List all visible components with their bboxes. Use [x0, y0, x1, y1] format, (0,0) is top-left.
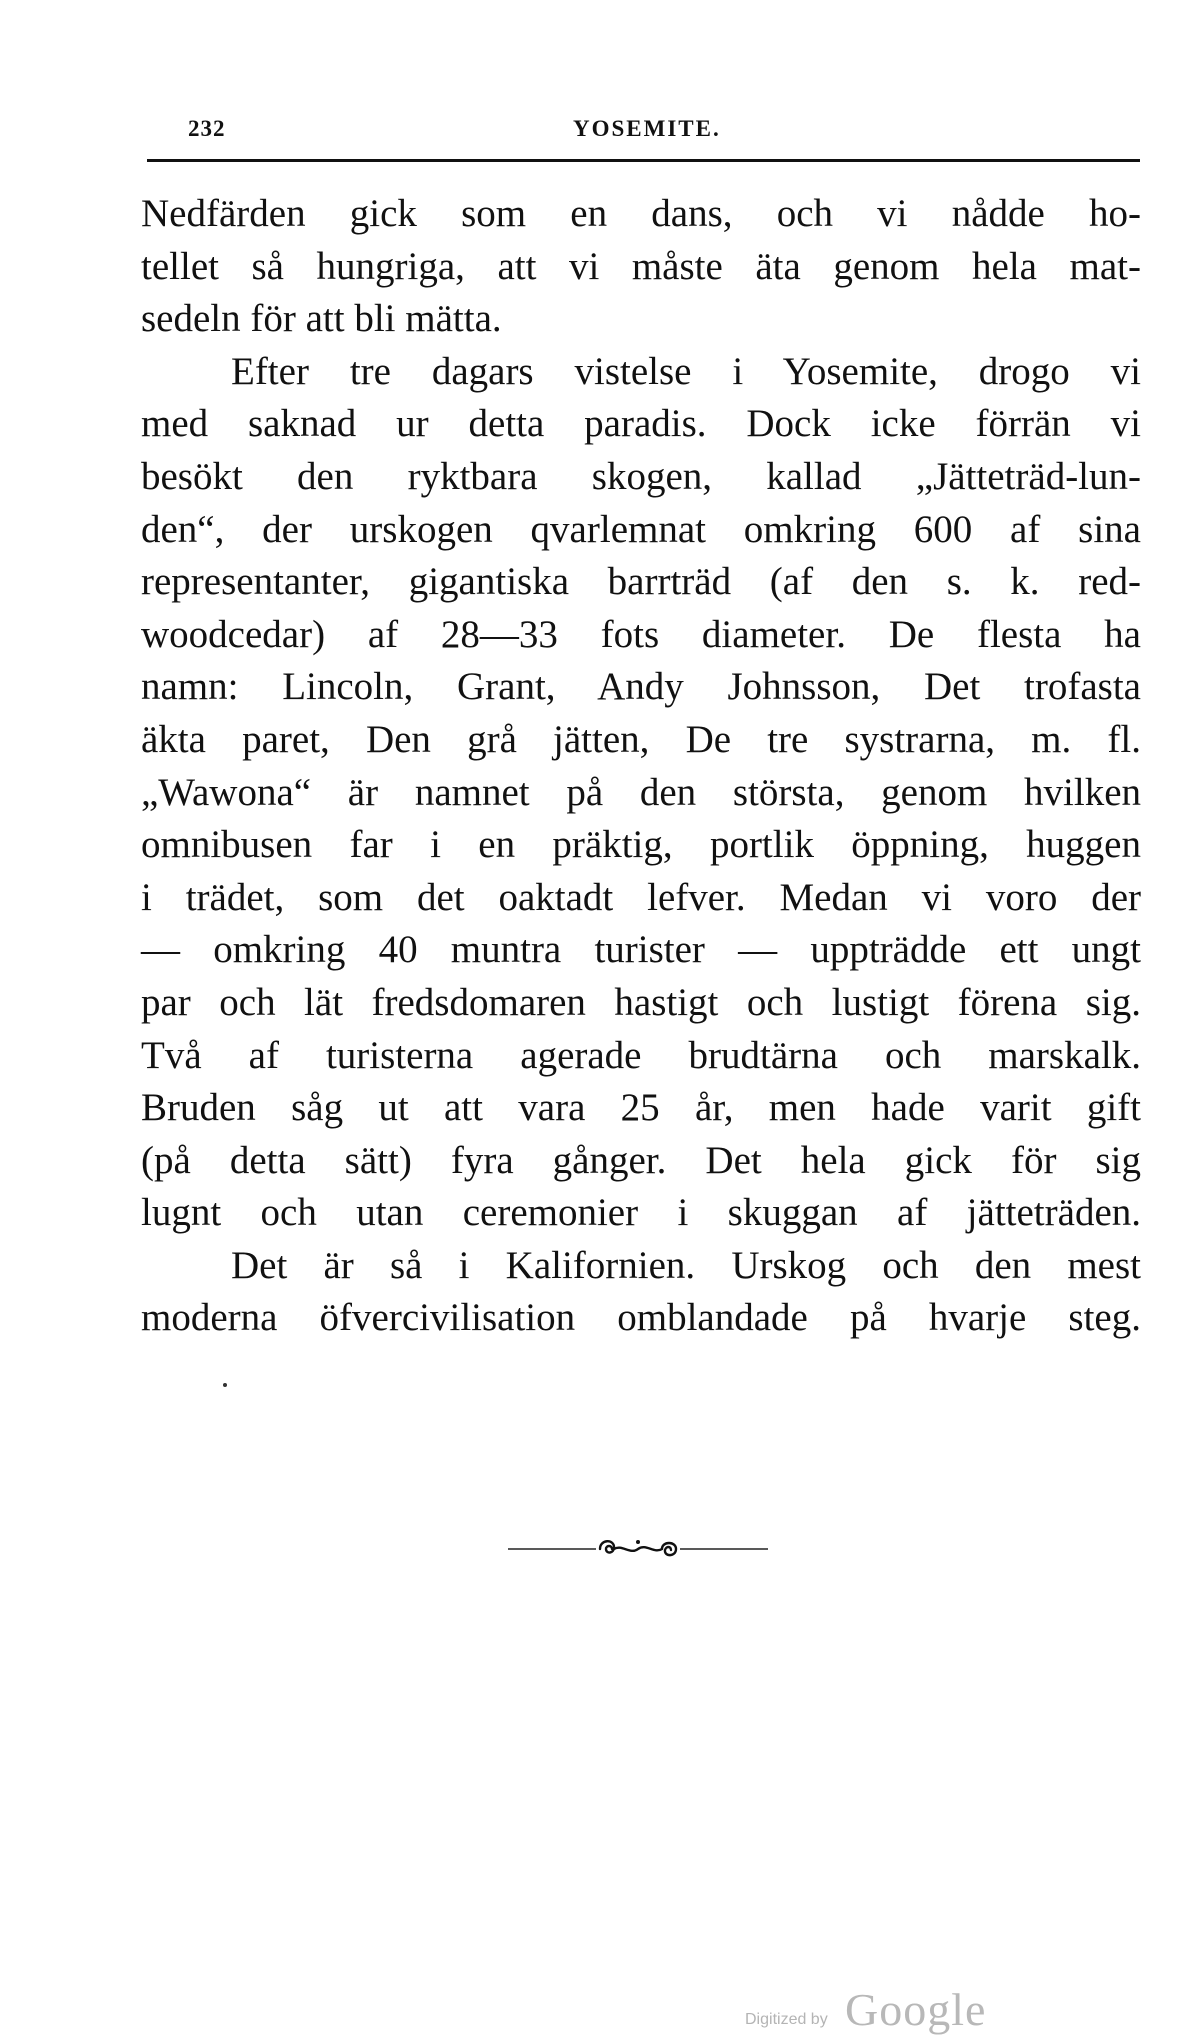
text-line: tellet så hungriga, att vi måste äta genom hela mat-: [141, 244, 1141, 288]
text-line: par och lät fredsdomaren hastigt och lustigt förena sig.: [141, 980, 1141, 1024]
text-line: (på detta sätt) fyra gånger. Det hela gick för sig: [141, 1138, 1141, 1182]
text-line: den“, der urskogen qvarlemnat omkring 600 af sina: [141, 507, 1141, 551]
text-line: äkta paret, Den grå jätten, De tre systrarna, m. fl.: [141, 717, 1141, 761]
text-line: Efter tre dagars vistelse i Yosemite, drogo vi: [231, 349, 1141, 393]
text-line: sedeln för att bli mätta.: [141, 297, 502, 341]
text-line: Två af turisterna agerade brudtärna och marskalk.: [141, 1033, 1141, 1077]
text-line: Bruden såg ut att vara 25 år, men hade varit gift: [141, 1086, 1141, 1130]
text-line: lugnt och utan ceremonier i skuggan af jätteträden.: [141, 1191, 1141, 1235]
text-line: — omkring 40 muntra turister — uppträdde ett ungt: [141, 928, 1141, 972]
stray-dot: [223, 1383, 227, 1387]
text-line: i trädet, som det oaktadt lefver. Medan vi voro der: [141, 875, 1141, 919]
header-rule: [147, 159, 1140, 162]
text-line: besökt den ryktbara skogen, kallad „Jätteträd-lun-: [141, 454, 1141, 498]
running-head: [188, 112, 1138, 146]
page-number: 232: [188, 116, 226, 141]
google-wordmark: Google: [845, 1984, 987, 2035]
text-line: Det är så i Kalifornien. Urskog och den mest: [231, 1243, 1141, 1287]
digitization-watermark: [745, 1983, 1005, 2033]
text-line: Nedfärden gick som en dans, och vi nådde ho-: [141, 192, 1141, 235]
text-line: namn: Lincoln, Grant, Andy Johnsson, Det trofasta: [141, 665, 1141, 709]
ornament-dot: [636, 1540, 640, 1544]
text-line: „Wawona“ är namnet på den största, genom hvilken: [141, 770, 1141, 814]
text-line: woodcedar) af 28—33 fots diameter. De flesta ha: [141, 612, 1141, 656]
running-title: YOSEMITE.: [573, 116, 721, 141]
text-line: omnibusen far i en präktig, portlik öppning, huggen: [141, 823, 1141, 867]
body-text: [141, 188, 1141, 1345]
text-line: representanter, gigantiska barrträd (af den s. k. red-: [141, 560, 1141, 604]
end-ornament: [508, 1530, 768, 1568]
digitized-label: Digitized by: [745, 2011, 828, 2028]
text-line: moderna öfvercivilisation omblandade på hvarje steg.: [141, 1296, 1141, 1340]
text-line: med saknad ur detta paradis. Dock icke förrän vi: [141, 402, 1141, 446]
